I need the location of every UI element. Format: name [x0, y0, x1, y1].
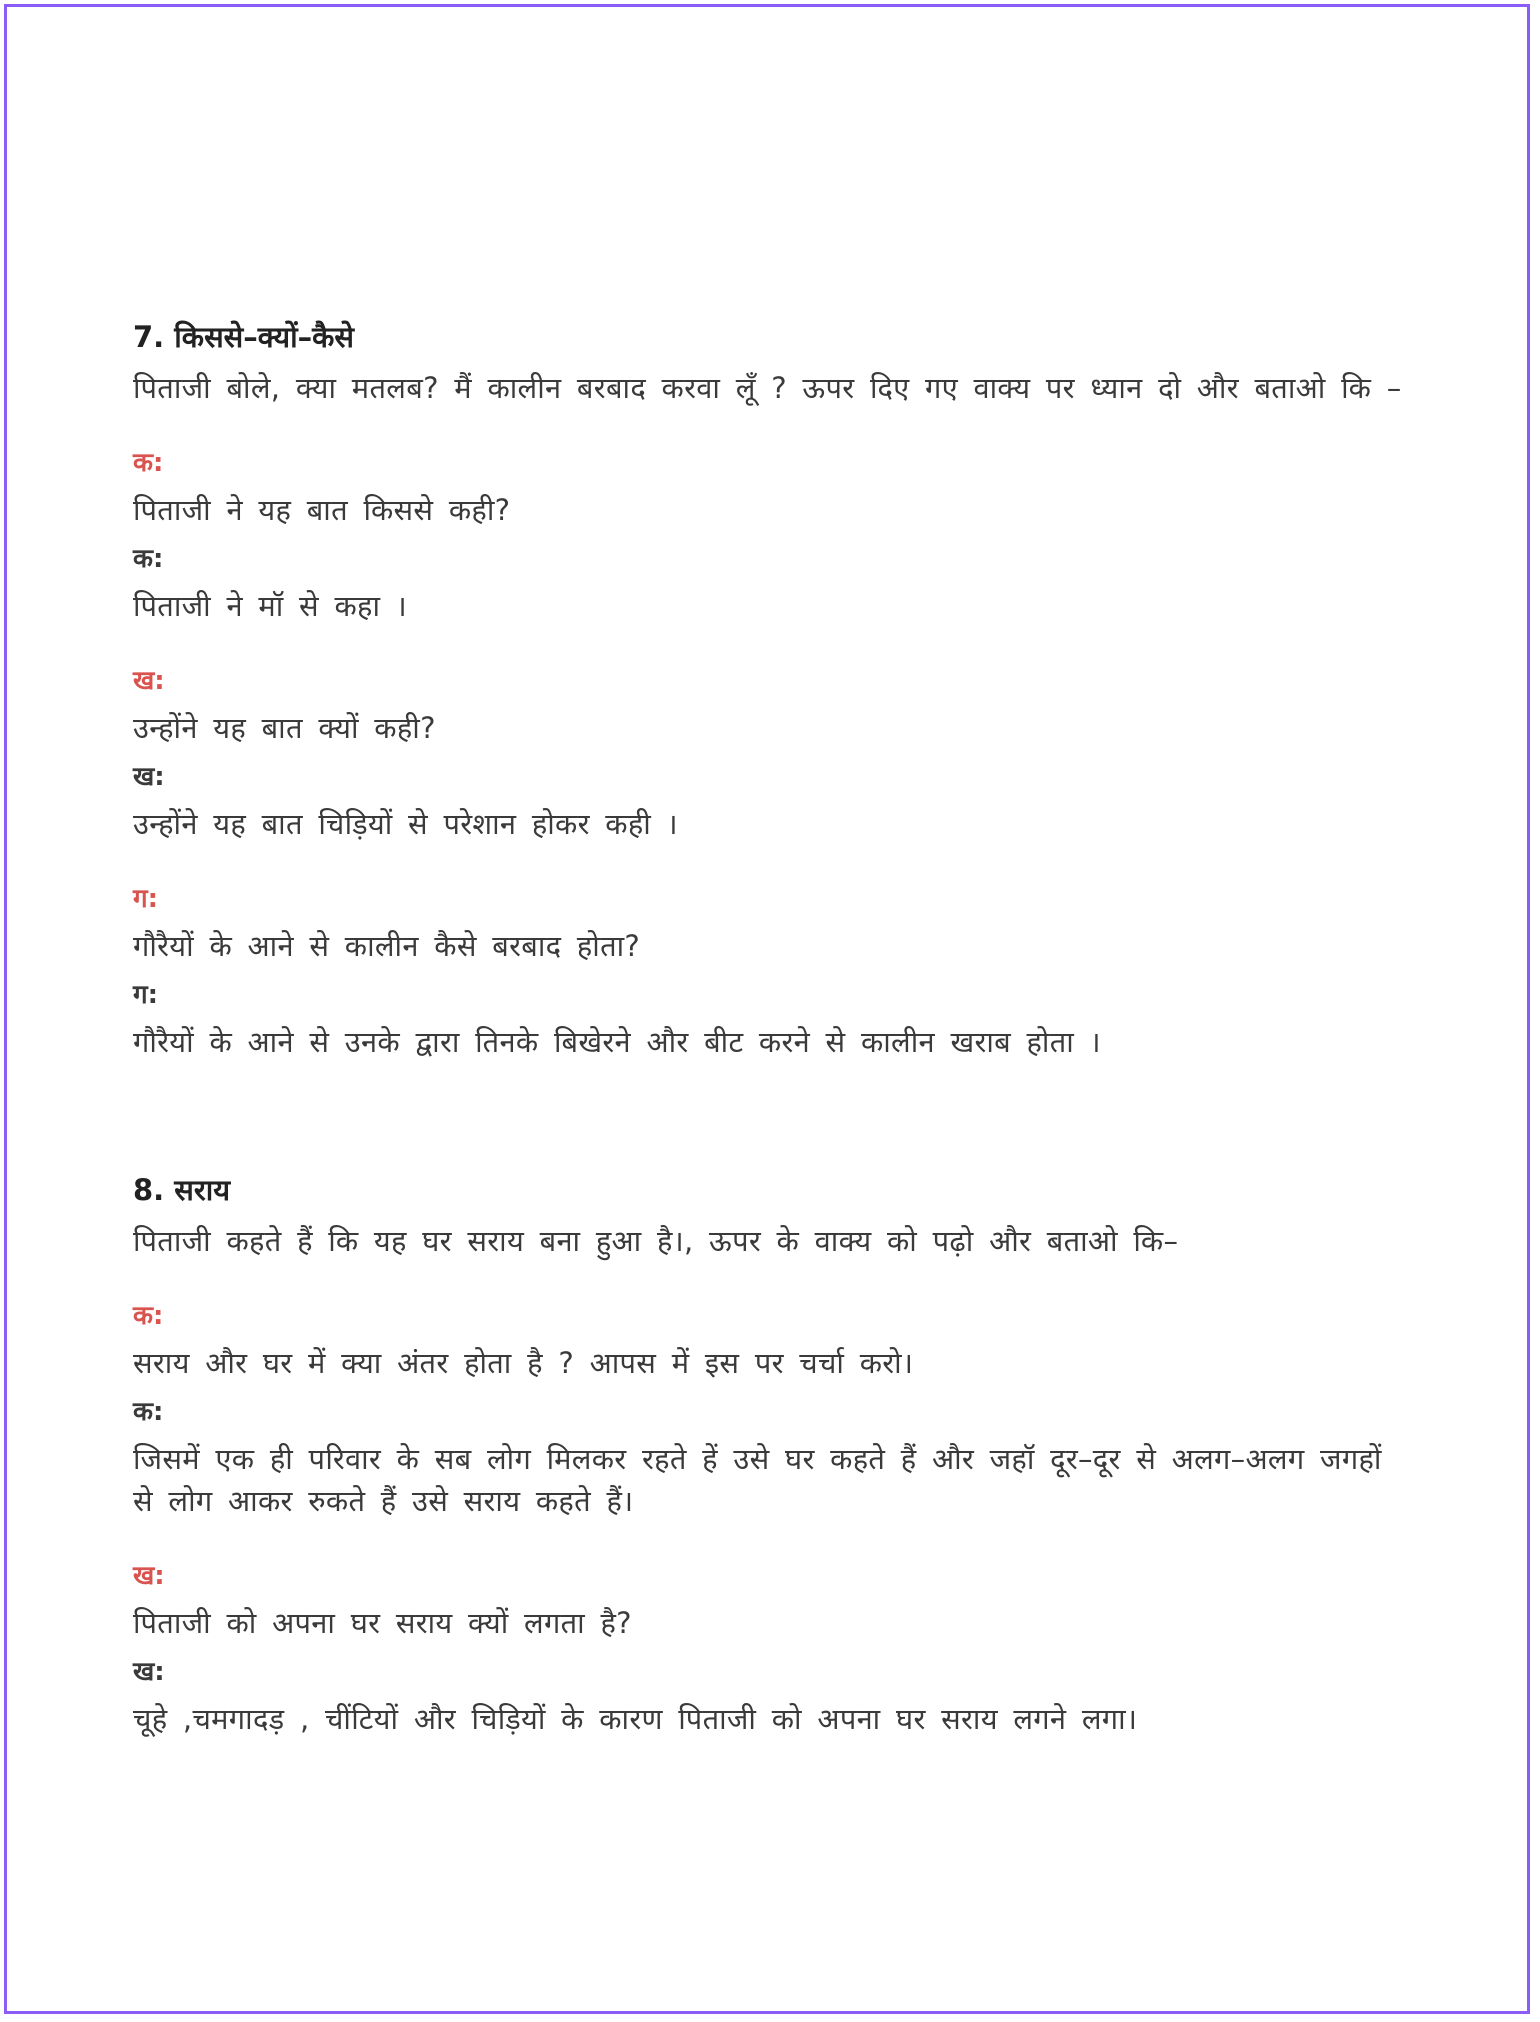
answer-label: ख:: [133, 1656, 165, 1687]
answer-text: उन्होंने यह बात चिड़ियों से परेशान होकर कही ।: [133, 806, 678, 841]
qa-8-kha: [133, 1558, 1403, 1740]
qa-8-ka: [133, 1298, 1403, 1522]
question-label: ख:: [133, 1560, 165, 1591]
answer-label: क:: [133, 1396, 164, 1427]
qa-7-kha: [133, 663, 1403, 845]
answer-label: क:: [133, 543, 164, 574]
question-text: पिताजी ने यह बात किससे कही?: [133, 492, 511, 527]
answer-text: चूहे ,चमगादड़ , चींटियों और चिड़ियों के कारण पिताजी को अपना घर सराय लगने लगा।: [133, 1701, 1138, 1736]
section-8-heading: 8. सराय: [133, 1172, 231, 1207]
answer-label: ख:: [133, 761, 165, 792]
answer-text: पिताजी ने मॉ से कहा ।: [133, 588, 408, 623]
section-7-prompt: पिताजी बोले, क्या मतलब? मैं कालीन बरबाद करवा लूँ ? ऊपर दिए गए वाक्य पर ध्यान दो और बताओ कि –: [133, 370, 1402, 405]
answer-text: जिसमें एक ही परिवार के सब लोग मिलकर रहते हें उसे घर कहते हैं और जहॉ दूर–दूर से अलग–अलग जगहों से लोग आकर रुकते हैं उसे सराय कहते हैं।: [133, 1441, 1382, 1518]
answer-text: गौरैयों के आने से उनके द्वारा तिनके बिखेरने और बीट करने से कालीन खराब होता ।: [133, 1024, 1101, 1059]
section-spacer: [133, 1063, 1403, 1173]
section-8: [133, 1173, 1403, 1740]
qa-7-ga: [133, 881, 1403, 1063]
question-text: गौरैयों के आने से कालीन कैसे बरबाद होता?: [133, 928, 641, 963]
section-8-prompt: पिताजी कहते हैं कि यह घर सराय बना हुआ है।, ऊपर के वाक्य को पढ़ो और बताओ कि–: [133, 1223, 1179, 1258]
question-label: ग:: [133, 883, 159, 914]
question-label: ख:: [133, 665, 165, 696]
question-text: सराय और घर में क्या अंतर होता है ? आपस में इस पर चर्चा करो।: [133, 1345, 914, 1380]
question-text: पिताजी को अपना घर सराय क्यों लगता है?: [133, 1605, 632, 1640]
section-7-heading: 7. किससे–क्यों–कैसे: [133, 320, 355, 354]
question-text: उन्होंने यह बात क्यों कही?: [133, 710, 436, 745]
answer-label: ग:: [133, 979, 159, 1010]
section-7: [133, 320, 1403, 1063]
qa-7-ka: [133, 445, 1403, 627]
question-label: क:: [133, 1300, 164, 1331]
question-label: क:: [133, 447, 164, 478]
document-content: [133, 320, 1403, 1740]
